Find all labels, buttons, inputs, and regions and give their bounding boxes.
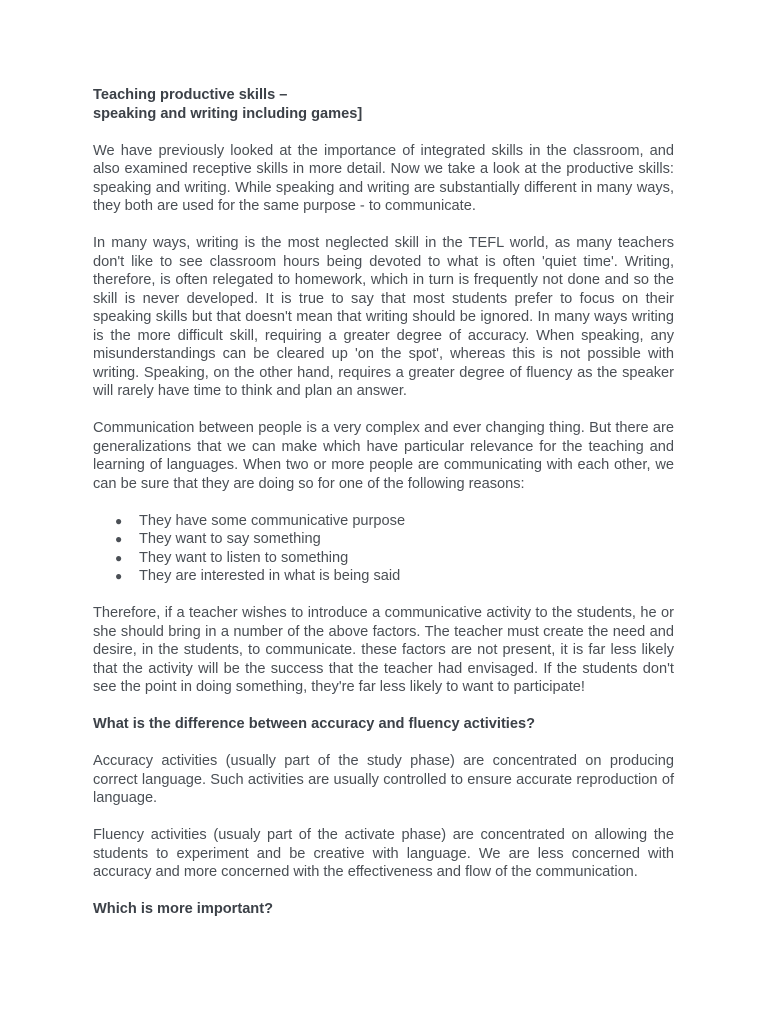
list-item-text: They want to listen to something	[139, 549, 349, 566]
bullet-icon: ●	[115, 532, 123, 546]
title-line-1: Teaching productive skills –	[93, 87, 288, 103]
section-heading-accuracy-fluency: What is the difference between accuracy and fluency activities?	[93, 716, 536, 732]
paragraph-communication: Communication between people is a very complex and ever changing thing. But there are generalizations that we can make which have particular relevance for the teaching and learning of languages. When two or more people are communicating with each other, we can be sure that they are doing so for one of the following reasons:	[93, 420, 674, 492]
list-item	[93, 530, 674, 549]
list-item	[93, 512, 674, 531]
paragraph-fluency: Fluency activities (usualy part of the activate phase) are concentrated on allowing the students to experiment and be creative with language. We are less concerned with accuracy and more concerned with the effectiveness and flow of the communication.	[93, 827, 674, 880]
page-title	[93, 86, 674, 123]
bullet-icon: ●	[115, 569, 123, 583]
spacer	[93, 216, 674, 235]
bullet-icon: ●	[115, 513, 123, 528]
spacer	[93, 697, 674, 716]
list-item-text: They want to say something	[139, 531, 321, 547]
list-item	[93, 549, 674, 568]
section-heading-which-important: Which is more important?	[93, 901, 273, 917]
spacer	[93, 123, 674, 142]
paragraph-writing: In many ways, writing is the most neglected skill in the TEFL world, as many teachers don't like to see classroom hours being devoted to what is often 'quiet time'. Writing, therefore, is often relegated to homework, which in turn is frequently not done and so the skill is never developed. It is true to say that most students prefer to focus on their speaking skills but that doesn't mean that writing should be ignored. In many ways writing is the more difficult skill, requiring a greater degree of accuracy. When speaking, any misunderstandings can be cleared up 'on the spot', whereas this is not possible with writing. Speaking, on the other hand, requires a greater degree of fluency as the speaker will rarely have time to think and plan an answer.	[93, 235, 674, 399]
list-item	[93, 567, 674, 586]
paragraph-therefore: Therefore, if a teacher wishes to introduce a communicative activity to the students, he or she should bring in a number of the above factors. The teacher must create the need and desire, in the students, to communicate. these factors are not present, it is far less likely that the activity will be the success that the teacher had envisaged. If the students don't see the point in doing something, they're far less likely to want to participate!	[93, 605, 674, 695]
spacer	[93, 882, 674, 901]
bullet-icon: ●	[115, 550, 123, 565]
list-item-text: They have some communicative purpose	[139, 512, 406, 529]
spacer	[93, 734, 674, 753]
spacer	[93, 586, 674, 605]
spacer	[93, 493, 674, 512]
reasons-list	[93, 512, 674, 586]
document-body	[93, 86, 674, 919]
list-item-text: They are interested in what is being said	[139, 568, 401, 584]
paragraph-intro: We have previously looked at the importance of integrated skills in the classroom, and also examined receptive skills in more detail. Now we take a look at the productive skills: speaking and writing. While speaking and writing are substantially different in many ways, they both are used for the same purpose - to communicate.	[93, 142, 674, 214]
paragraph-accuracy: Accuracy activities (usually part of the study phase) are concentrated on producing correct language. Such activities are usually controlled to ensure accurate reproduction of language.	[93, 753, 674, 806]
spacer	[93, 401, 674, 420]
spacer	[93, 808, 674, 827]
title-line-2: speaking and writing including games]	[93, 105, 363, 122]
